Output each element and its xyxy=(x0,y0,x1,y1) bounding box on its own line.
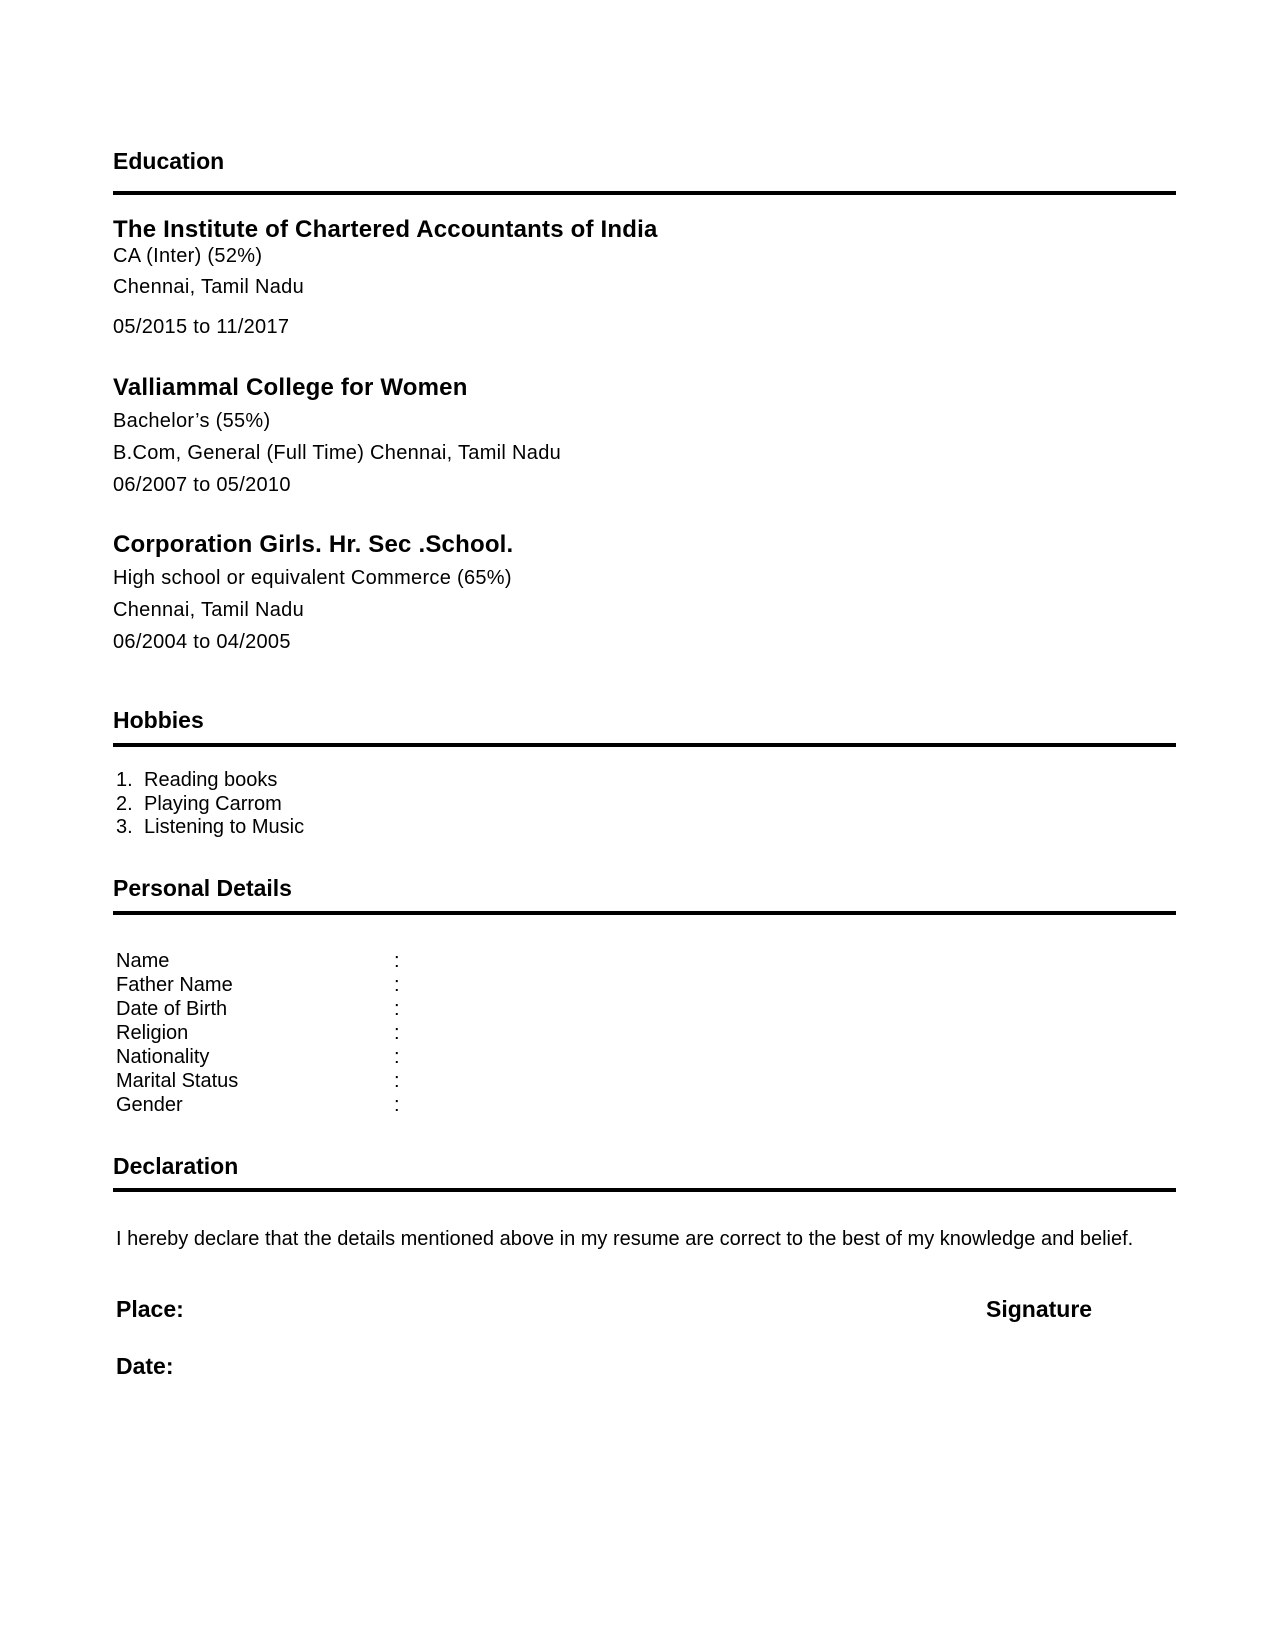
education-3-location: Chennai, Tamil Nadu xyxy=(113,599,304,621)
detail-separator: : xyxy=(394,1022,400,1044)
hobbies-heading: Hobbies xyxy=(113,707,204,733)
hobby-text: Listening to Music xyxy=(144,816,305,838)
hobby-number: 1. xyxy=(116,769,133,791)
detail-separator: : xyxy=(394,950,400,972)
personal-details-divider xyxy=(113,911,1176,915)
detail-separator: : xyxy=(394,1094,400,1116)
hobby-item xyxy=(116,793,282,816)
education-1-dates: 05/2015 to 11/2017 xyxy=(113,316,290,338)
personal-details-heading: Personal Details xyxy=(113,875,292,901)
detail-label-date-of-birth: Date of Birth xyxy=(116,998,228,1020)
detail-label-name: Name xyxy=(116,950,170,972)
detail-label-religion: Religion xyxy=(116,1022,189,1044)
education-institution-2: Valliammal College for Women xyxy=(113,374,468,401)
education-divider xyxy=(113,191,1176,195)
detail-label-marital-status: Marital Status xyxy=(116,1070,239,1092)
declaration-divider xyxy=(113,1188,1176,1192)
declaration-heading: Declaration xyxy=(113,1153,239,1179)
detail-label-nationality: Nationality xyxy=(116,1046,210,1068)
detail-separator: : xyxy=(394,1070,400,1092)
detail-separator: : xyxy=(394,974,400,996)
declaration-text: I hereby declare that the details mentioned above in my resume are correct to the best of my knowledge and belief. xyxy=(116,1228,1134,1250)
place-label: Place: xyxy=(116,1296,184,1322)
detail-separator: : xyxy=(394,998,400,1020)
hobby-text: Playing Carrom xyxy=(144,793,282,815)
signature-label: Signature xyxy=(986,1296,1093,1322)
education-1-qualification: CA (Inter) (52%) xyxy=(113,245,263,267)
education-3-dates: 06/2004 to 04/2005 xyxy=(113,631,291,653)
date-label: Date: xyxy=(116,1353,174,1379)
detail-separator: : xyxy=(394,1046,400,1068)
education-3-qualification: High school or equivalent Commerce (65%) xyxy=(113,567,512,589)
education-1-location: Chennai, Tamil Nadu xyxy=(113,276,304,298)
education-2-dates: 06/2007 to 05/2010 xyxy=(113,474,291,496)
hobbies-divider xyxy=(113,743,1176,747)
detail-label-father-name: Father Name xyxy=(116,974,233,996)
education-heading: Education xyxy=(113,148,225,174)
hobby-item xyxy=(116,816,304,839)
education-institution-3: Corporation Girls. Hr. Sec .School. xyxy=(113,531,514,558)
detail-label-gender: Gender xyxy=(116,1094,183,1116)
hobby-number: 2. xyxy=(116,793,133,815)
hobby-text: Reading books xyxy=(144,769,278,791)
hobby-number: 3. xyxy=(116,816,133,838)
education-2-qualification: Bachelor’s (55%) xyxy=(113,410,271,432)
education-institution-1: The Institute of Chartered Accountants of India xyxy=(113,216,658,243)
education-2-course: B.Com, General (Full Time) Chennai, Tamil Nadu xyxy=(113,442,562,464)
hobby-item xyxy=(116,769,277,792)
